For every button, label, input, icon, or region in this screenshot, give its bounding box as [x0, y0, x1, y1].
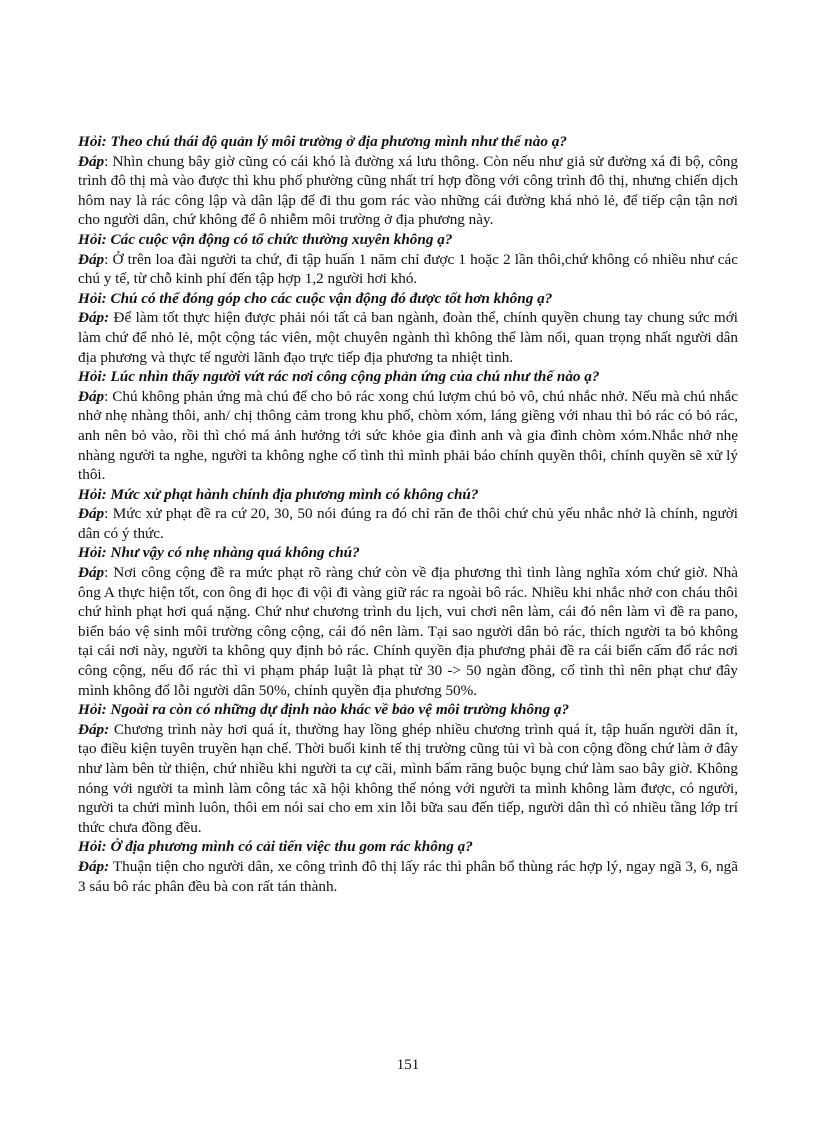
question-3: Hỏi: Chú có thể đóng góp cho các cuộc vận động đó được tốt hơn không ạ?: [78, 289, 553, 307]
answer-label: Đáp: [78, 152, 105, 170]
answer-8: [78, 857, 738, 896]
answer-7: [78, 720, 738, 838]
question-7: Hỏi: Ngoài ra còn có những dự định nào khác về bảo vệ môi trường không ạ?: [78, 701, 570, 719]
question-1: Hỏi: Theo chú thái độ quản lý môi trường ở địa phương mình như thế nào ạ?: [78, 133, 567, 150]
answer-text: : Nơi công cộng đề ra mức phạt rõ ràng chứ còn về địa phương thì tình làng nghĩa xóm chứ giờ. Nhà ông A thực hiện tốt, con ông đi học đi vội đi vàng giữ rác ra ngoài bô rác. Nhiều khi nhắc nhở con cháu thôi chứ hình phạt hơi quá nặng. Chứ như chương trình du lịch, vui chơi nên làm, cái đó nên làm vì đề ra pano, biển báo vệ sinh môi trường công cộng, cái đó nên làm. Tại sao người dân bỏ rác, thích người ta bỏ không tại cái nơi này, người ta không quy định bỏ rác. Chính quyền địa phương phải đề ra cái biển cấm đổ rác nơi công cộng, nếu đổ rác thì vi phạm pháp luật là phạt từ 30 -> 50 ngàn đồng, cố tình thì nên phạt chư đây mình không đổ lỗi người dân 50%, chính quyền địa phương 50%.: [78, 564, 738, 699]
answer-label: Đáp:: [78, 857, 110, 875]
answer-4: [78, 387, 738, 485]
answer-6: [78, 563, 738, 700]
answer-text: : Mức xử phạt đề ra cứ 20, 30, 50 nói đúng ra đó chỉ răn đe thôi chứ chủ yếu nhắc nhở là chính, người dân có ý thức.: [78, 505, 738, 542]
question-5: Hỏi: Mức xử phạt hành chính địa phương mình có không chú?: [78, 485, 479, 503]
answer-label: Đáp: [78, 505, 105, 523]
answer-1: [78, 152, 738, 230]
question-6: Hỏi: Như vậy có nhẹ nhàng quá không chú?: [78, 544, 360, 562]
answer-text: Để làm tốt thực hiện được phải nói tất cả ban ngành, đoàn thể, chính quyền chung tay chung sức mới làm chứ để nhỏ lẻ, một cộng tác viên, một chuyên ngành thì không thể làm nổi, quan trọng nhất người dân địa phương và thực tế người lãnh đạo trực tiếp địa phương ta nhiệt tình.: [78, 309, 738, 366]
answer-label: Đáp: [78, 250, 105, 268]
answer-label: Đáp: [78, 564, 105, 582]
document-body: [78, 132, 738, 896]
page-number: 151: [396, 1057, 420, 1073]
answer-text: Thuận tiện cho người dân, xe công trình đô thị lấy rác thì phân bổ thùng rác hợp lý, ngay ngã 3, 6, ngã 3 sáu bô rác phân đều bà con rất tán thành.: [78, 857, 738, 895]
answer-text: : Chú không phản ứng mà chú để cho bỏ rác xong chú lượm chú bỏ vô, chú nhắc nhở. Nếu mà chú nhắc nhở nhẹ nhàng thôi, anh/ chị thông cảm trong khu phố, chòm xóm, láng giềng với nhau thì bỏ rác có bỏ rác, anh nên bỏ vào, rồi thì chó má ảnh hưởng tới sức khỏe gia đình anh và gia đình chòm xóm.Nhắc nhở nhẹ nhàng người ta nghe, người ta không nghe cố tình thì mình phải báo chính quyền thôi, chính quyền sẽ xử lý thôi.: [78, 387, 738, 484]
answer-2: [78, 250, 738, 289]
question-4: Hỏi: Lúc nhìn thấy người vứt rác nơi công cộng phản ứng của chú như thế nào ạ?: [78, 368, 600, 386]
answer-label: Đáp:: [78, 720, 110, 738]
question-8: Hỏi: Ở địa phương mình có cải tiến việc thu gom rác không ạ?: [78, 838, 473, 856]
question-2: Hỏi: Các cuộc vận động có tổ chức thường xuyên không ạ?: [78, 230, 453, 248]
answer-3: [78, 308, 738, 367]
answer-text: : Nhìn chung bây giờ cũng có cái khó là đường xá lưu thông. Còn nếu như giả sử đường xá đi bộ, công trình đô thị mà vào được thì khu phố phường cũng nhất trí hợp đồng với công trình đô thị, nhưng chiến dịch hôm nay là rác công lập và dân lập để đi thu gom rác vào những cái đường khá nhỏ lẻ, để tiếp cận tận nơi cho người dân, chứ không để ô nhiễm môi trường ở địa phương này.: [78, 152, 738, 229]
answer-label: Đáp: [78, 387, 105, 405]
answer-label: Đáp:: [78, 309, 110, 327]
answer-text: Chương trình này hơi quá ít, thường hay lồng ghép nhiều chương trình quá ít, tập huấn người dân ít, tạo điều kiện tuyên truyền hạn chế. Thời buổi kinh tế thị trường cũng tủi vì bà con cộng đồng chứ làm ở đây như làm bên từ thiện, chứ nhiều khi người ta cự cãi, mình bấm răng buộc bụng chứ làm sao bây giờ. Không nóng với người ta mình làm công tác xã hội không thể nóng với người ta mình không làm được, có người, người ta chửi mình luôn, thôi em nói sai cho em xin lỗi bữa sau đến tiếp, người dân thì có nhiều tầng lớp trí thức chưa đồng đều.: [78, 720, 738, 836]
answer-5: [78, 504, 738, 543]
answer-text: : Ở trên loa đài người ta chứ, đi tập huấn 1 năm chỉ được 1 hoặc 2 lần thôi,chứ không có nhiều như các chú y tế, từ chỗ kinh phí đến tập hợp 1,2 người hơi khó.: [78, 250, 738, 288]
